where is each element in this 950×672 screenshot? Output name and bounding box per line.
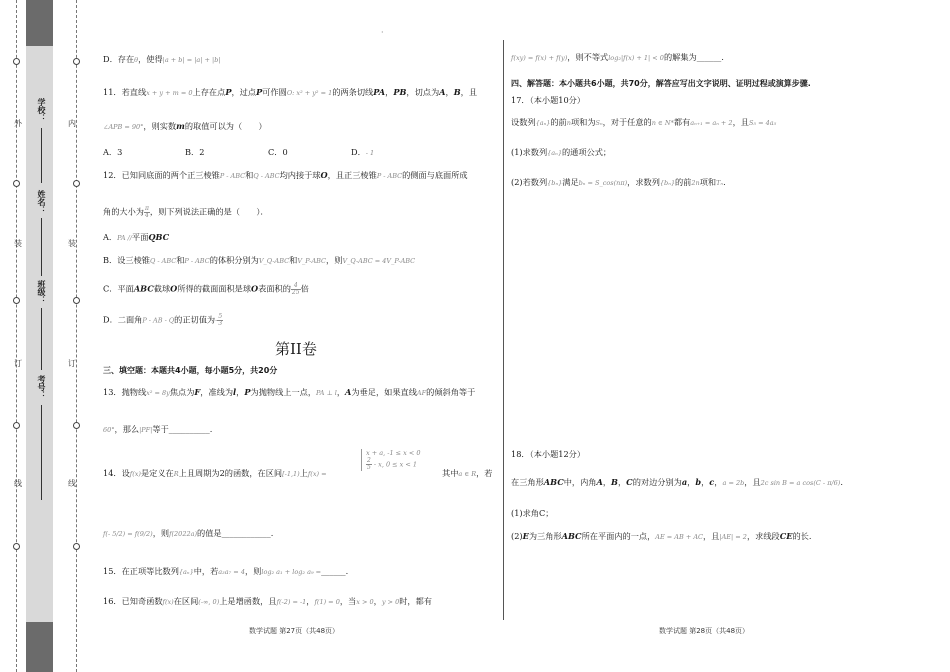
- q14-stem-line2: f(- 5/2) = f(9/2)，则f(2022a)的值是____________.: [103, 528, 274, 538]
- q11-stem-line2: ∠APB = 90°，则实数m的取值可以为（ ）: [103, 121, 267, 131]
- q17-stem: 设数列{aₙ}的前n项和为Sₙ，对于任意的n ∈ N*都有aₙ₊₁ = aₙ + 2，且S₅ = 4a₅: [511, 117, 777, 127]
- fraction: $\frac{\pi}{4}$: [144, 205, 149, 219]
- q11-stem-line1: 11．若直线x + y + m = 0上存在点P，过点P可作圆O: x² + y² = 1的两条切线PA，PB，切点为A，B，且: [103, 87, 478, 97]
- binding-circle: [73, 543, 80, 550]
- q11-option-d[interactable]: D．- 1: [351, 147, 375, 157]
- text: ，使得: [138, 54, 163, 64]
- math-vector-eq: |a + b| = |a| + |b|: [162, 56, 221, 64]
- volume-title: 第II卷: [275, 340, 317, 358]
- q13-stem-line1: 13．抛物线x² = 8y焦点为F，准线为l，P为抛物线上一点，PA ⊥ l，A为垂足，如果直线AF的倾斜角等于: [103, 387, 476, 397]
- piecewise-case-1: x + a, -1 ≤ x < 0: [366, 449, 421, 457]
- name-label: 姓名：: [37, 190, 46, 214]
- section-fill-in-title: 三、填空题：本题共4小题，每小题5分，共20分: [103, 366, 278, 375]
- binding-circle: [73, 58, 80, 65]
- q17-part2: (2)若数列{bₙ}满足bₙ = S_cos(nπ)，求数列{bₙ}的前2n项和Tₙ.: [511, 177, 726, 187]
- id-label: 考号：: [37, 375, 46, 399]
- q11-option-c[interactable]: C．0: [268, 147, 288, 157]
- school-label: 学校：: [37, 98, 46, 122]
- q15-stem: 15．在正项等比数列{aₙ}中，若a₃a₇ = 4，则log₂ a₁ + log₂ a₉ =______.: [103, 566, 349, 576]
- binding-circle: [73, 297, 80, 304]
- inner-cut-line: [76, 0, 77, 672]
- q12-stem-line2: 角的大小为 $\frac{\pi}{4}$ ，则下列说法正确的是（ ）．: [103, 205, 269, 219]
- binding-circle: [13, 297, 20, 304]
- school-fill-line[interactable]: [41, 128, 42, 183]
- q18-part1: (1)求角C；: [511, 508, 554, 518]
- q16-stem-line2: f(xy) = f(x) + f(y)，则不等式log₂|f(x) + 1| < 0的解集为______.: [511, 52, 724, 62]
- q14-piecewise: [361, 449, 421, 471]
- binding-circle: [13, 58, 20, 65]
- inner-char: 线: [68, 479, 76, 488]
- q16-stem-line1: 16．已知奇函数f(x)在区间(-∞, 0)上是增函数，且f(-2) = -1，f(1) = 0，当x > 0，y > 0时，都有: [103, 596, 432, 606]
- q12-option-d[interactable]: D．二面角P - AB - Q的正切值为- $\frac{5}{3}$: [103, 313, 223, 327]
- inner-char: 内: [68, 119, 76, 128]
- binding-circle: [13, 543, 20, 550]
- margin-dark-block-top: [26, 0, 53, 46]
- binding-circle: [73, 422, 80, 429]
- q12-option-a[interactable]: A．PA //平面QBC: [103, 232, 170, 242]
- outer-char: 线: [14, 479, 22, 488]
- section-answer-title: 四、解答题：本小题共6小题，共70分，解答应写出文字说明、证明过程或演算步骤.: [511, 79, 811, 88]
- q14-stem-line1-tail: 其中a ∈ R，若: [442, 468, 493, 478]
- outer-char: 装: [14, 239, 22, 248]
- fraction: $\frac{5}{3}$: [218, 313, 223, 327]
- q12-option-c[interactable]: C．平面ABC截球O所得的截面面积是球O表面积的 $\frac{4}{25}$ 倍: [103, 282, 309, 296]
- name-fill-line[interactable]: [41, 218, 42, 276]
- page-footer-left: 数学试题 第27页（共48页）: [249, 627, 340, 635]
- q11-option-b[interactable]: B．2: [185, 147, 205, 157]
- binding-circle: [13, 422, 20, 429]
- q10-option-d: [103, 54, 221, 65]
- margin-dark-block-bottom: [26, 622, 53, 672]
- binding-circle: [13, 180, 20, 187]
- outer-cut-line: [16, 0, 17, 672]
- outer-char: 订: [14, 359, 22, 368]
- q13-stem-line2: 60°，那么|PF|等于__________.: [103, 424, 213, 434]
- q18-part2: (2)E为三角形ABC所在平面内的一点，AE = AB + AC，且|AE| = 2，求线段CE的长.: [511, 531, 812, 541]
- fraction: $\frac{4}{25}$: [291, 282, 300, 296]
- inner-char: 订: [68, 359, 76, 368]
- q18-title: 18．（本小题12分）: [511, 449, 586, 459]
- inner-char: 装: [68, 239, 76, 248]
- q12-stem-line1: 12．已知同底面的两个正三棱锥P - ABC和Q - ABC均内接于球O，且正三棱锥P - ABC的侧面与底面所成: [103, 170, 468, 180]
- q12-option-b[interactable]: B．设三棱锥Q - ABC和P - ABC的体积分别为V_Q-ABC和V_P-ABC，则V_Q-ABC = 4V_P-ABC: [103, 255, 416, 265]
- piecewise-case-2: $\frac{2}{5}$ - x, 0 ≤ x < 1: [367, 456, 418, 471]
- scan-dot: ·: [381, 28, 384, 37]
- page-footer-right: 数学试题 第28页（共48页）: [659, 627, 750, 635]
- q14-stem-line1: 14．设f(x)是定义在R上且周期为2的函数，在区间[-1,1)上f(x) =: [103, 468, 327, 478]
- class-label: 班级：: [37, 280, 46, 304]
- outer-char: 外: [14, 119, 22, 128]
- q11-option-a[interactable]: A．3: [103, 147, 123, 157]
- id-fill-line[interactable]: [41, 405, 42, 500]
- column-divider: [503, 40, 504, 620]
- q17-title: 17．（本小题10分）: [511, 95, 586, 105]
- binding-margin: [0, 0, 84, 672]
- class-fill-line[interactable]: [41, 308, 42, 370]
- q17-part1: (1)求数列{aₙ}的通项公式；: [511, 147, 612, 157]
- math-theta: θ: [134, 56, 139, 64]
- binding-circle: [73, 180, 80, 187]
- q18-stem: 在三角形ABC中，内角A，B，C的对边分别为a，b，c，a = 2b，且2c sin B = a cos(C - π/6).: [511, 477, 843, 487]
- text: D．存在: [103, 54, 135, 64]
